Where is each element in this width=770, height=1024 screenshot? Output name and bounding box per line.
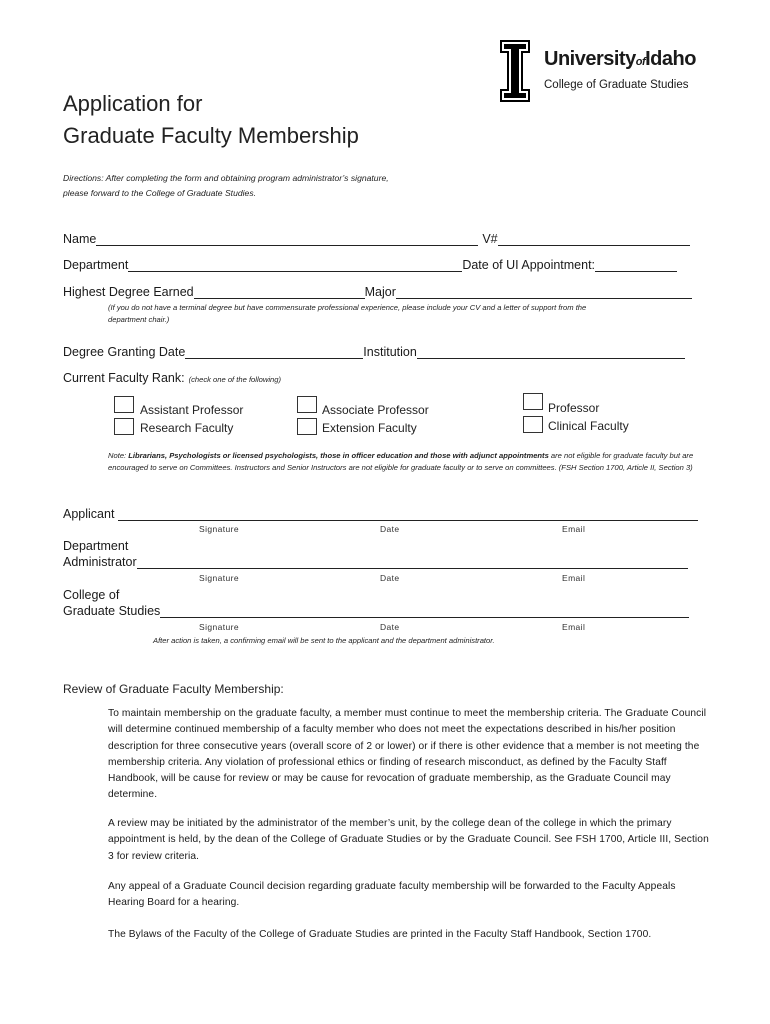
degree-note [108, 302, 698, 326]
note-bold: Librarians, Psychologists or licensed psychologists, those in officer education and those with adjunct appointments [128, 451, 549, 460]
dept-admin-label [63, 537, 128, 555]
college-date-caption: Date [380, 622, 400, 632]
vnum-input[interactable] [498, 233, 690, 246]
college-label-line-2: Graduate Studies [63, 604, 161, 618]
research-faculty-checkbox[interactable] [114, 418, 134, 435]
assistant-professor-checkbox[interactable] [114, 396, 134, 413]
current-rank-hint: (check one of the following) [188, 375, 282, 384]
degree-granting-date-input[interactable] [185, 346, 363, 359]
logo-idaho: Idaho [645, 48, 696, 70]
review-paragraph-1: To maintain membership on the graduate faculty, a member must continue to meet the membership criteria. The Graduate Council will determine continued membership of a faculty member who does not meet the expectations described in his/her position description for three consecutive years (overall score of 2 or lower) or if there is other evidence that a member is not meeting the membership criteria. Any violation of professional ethics or finding of research misconduct, as defined by the Faculty Staff Handbook, will be cause for review or may be cause for revocation of graduate membership, as the Graduate Council may determine. [108, 708, 707, 801]
applicant-signature-caption: Signature [199, 524, 239, 534]
college-signature-caption: Signature [199, 622, 239, 632]
highest-degree-label: Highest Degree Earned [63, 285, 194, 299]
professor-checkbox[interactable] [523, 393, 543, 410]
logo-university: University [544, 48, 636, 70]
review-paragraph-4: The Bylaws of the Faculty of the College of Graduate Studies are printed in the Faculty Staff Handbook, Section 1700. [108, 929, 652, 940]
associate-professor-label: Associate Professor [322, 403, 429, 417]
dept-admin-date-caption: Date [380, 573, 400, 583]
highest-degree-input[interactable] [194, 286, 365, 299]
professor-label: Professor [548, 401, 600, 415]
applicant-label: Applicant [63, 507, 115, 521]
degree-granting-row [63, 345, 685, 359]
assistant-professor-label: Assistant Professor [140, 403, 244, 417]
dept-admin-signature-input[interactable] [137, 556, 688, 569]
eligibility-note [108, 450, 708, 474]
note-rest: are not eligible for graduate faculty but are encouraged to serve on Committees. Instructors and Senior Instructors are not eligible for graduate faculty or to serve on committees. (FSH Section 1700, Article II, Section 3) [108, 451, 694, 472]
page-title [63, 88, 359, 152]
degree-note-line-1: (If you do not have a terminal degree but have commensurate professional experience, please include your CV and a letter of support from the [108, 303, 587, 312]
dept-admin-label-line-2: Administrator [63, 555, 137, 569]
title-line-2: Graduate Faculty Membership [63, 123, 359, 148]
directions-line-1: Directions: After completing the form and obtaining program administrator’s signature, [63, 173, 389, 183]
clinical-faculty-checkbox[interactable] [523, 416, 543, 433]
after-action-note: After action is taken, a confirming email will be sent to the applicant and the department administrator. [153, 636, 495, 645]
university-i-logo-icon [500, 40, 530, 102]
current-rank-label: Current Faculty Rank: [63, 371, 185, 385]
logo-of: of [635, 56, 646, 68]
college-signature-input[interactable] [160, 605, 689, 618]
institution-label: Institution [363, 345, 417, 359]
title-line-1: Application for [63, 91, 203, 116]
applicant-signature-row [63, 507, 698, 521]
dept-admin-signature-row [63, 555, 688, 569]
institution-input[interactable] [417, 346, 685, 359]
vnum-label: V# [482, 232, 498, 246]
applicant-email-caption: Email [562, 524, 586, 534]
college-name: College of Graduate Studies [544, 79, 689, 91]
degree-granting-date-label: Degree Granting Date [63, 345, 186, 359]
date-appointment-label: Date of UI Appointment: [462, 258, 596, 272]
research-faculty-label: Research Faculty [140, 421, 234, 435]
major-input[interactable] [396, 286, 692, 299]
department-label: Department [63, 258, 129, 272]
review-paragraph-3: Any appeal of a Graduate Council decision regarding graduate faculty membership will be forwarded to the Faculty Appeals Hearing Board for a hearing. [108, 881, 676, 909]
degree-row [63, 285, 692, 299]
directions-text [63, 171, 503, 201]
current-rank-row [63, 371, 281, 386]
department-row [63, 258, 677, 272]
college-signature-row [63, 604, 689, 618]
major-label: Major [364, 285, 396, 299]
degree-note-line-2: department chair.) [108, 315, 170, 324]
note-prefix: Note: [108, 451, 129, 460]
clinical-faculty-label: Clinical Faculty [548, 419, 629, 433]
directions-line-2: please forward to the College of Graduate Studies. [63, 188, 256, 198]
applicant-date-caption: Date [380, 524, 400, 534]
college-email-caption: Email [562, 622, 586, 632]
dept-admin-signature-caption: Signature [199, 573, 239, 583]
university-name [544, 48, 696, 73]
extension-faculty-checkbox[interactable] [297, 418, 317, 435]
name-label: Name [63, 232, 97, 246]
review-heading: Review of Graduate Faculty Membership: [63, 682, 284, 696]
review-paragraph-2: A review may be initiated by the administrator of the member’s unit, by the college dean of the college in which the primary appointment is held, by the dean of the College of Graduate Studies or by the Graduate Council. See FSH 1700, Article III, Section 3 for review criteria. [108, 818, 709, 862]
extension-faculty-label: Extension Faculty [322, 421, 417, 435]
university-logo-text [544, 48, 696, 91]
college-signer-label [63, 586, 119, 604]
date-appointment-input[interactable] [595, 259, 677, 272]
college-label-line-1: College of [63, 588, 120, 602]
dept-admin-email-caption: Email [562, 573, 586, 583]
associate-professor-checkbox[interactable] [297, 396, 317, 413]
name-input[interactable] [96, 233, 478, 246]
name-row [63, 232, 690, 246]
department-input[interactable] [128, 259, 462, 272]
dept-admin-label-line-1: Department [63, 539, 129, 553]
applicant-signature-input[interactable] [118, 508, 698, 521]
